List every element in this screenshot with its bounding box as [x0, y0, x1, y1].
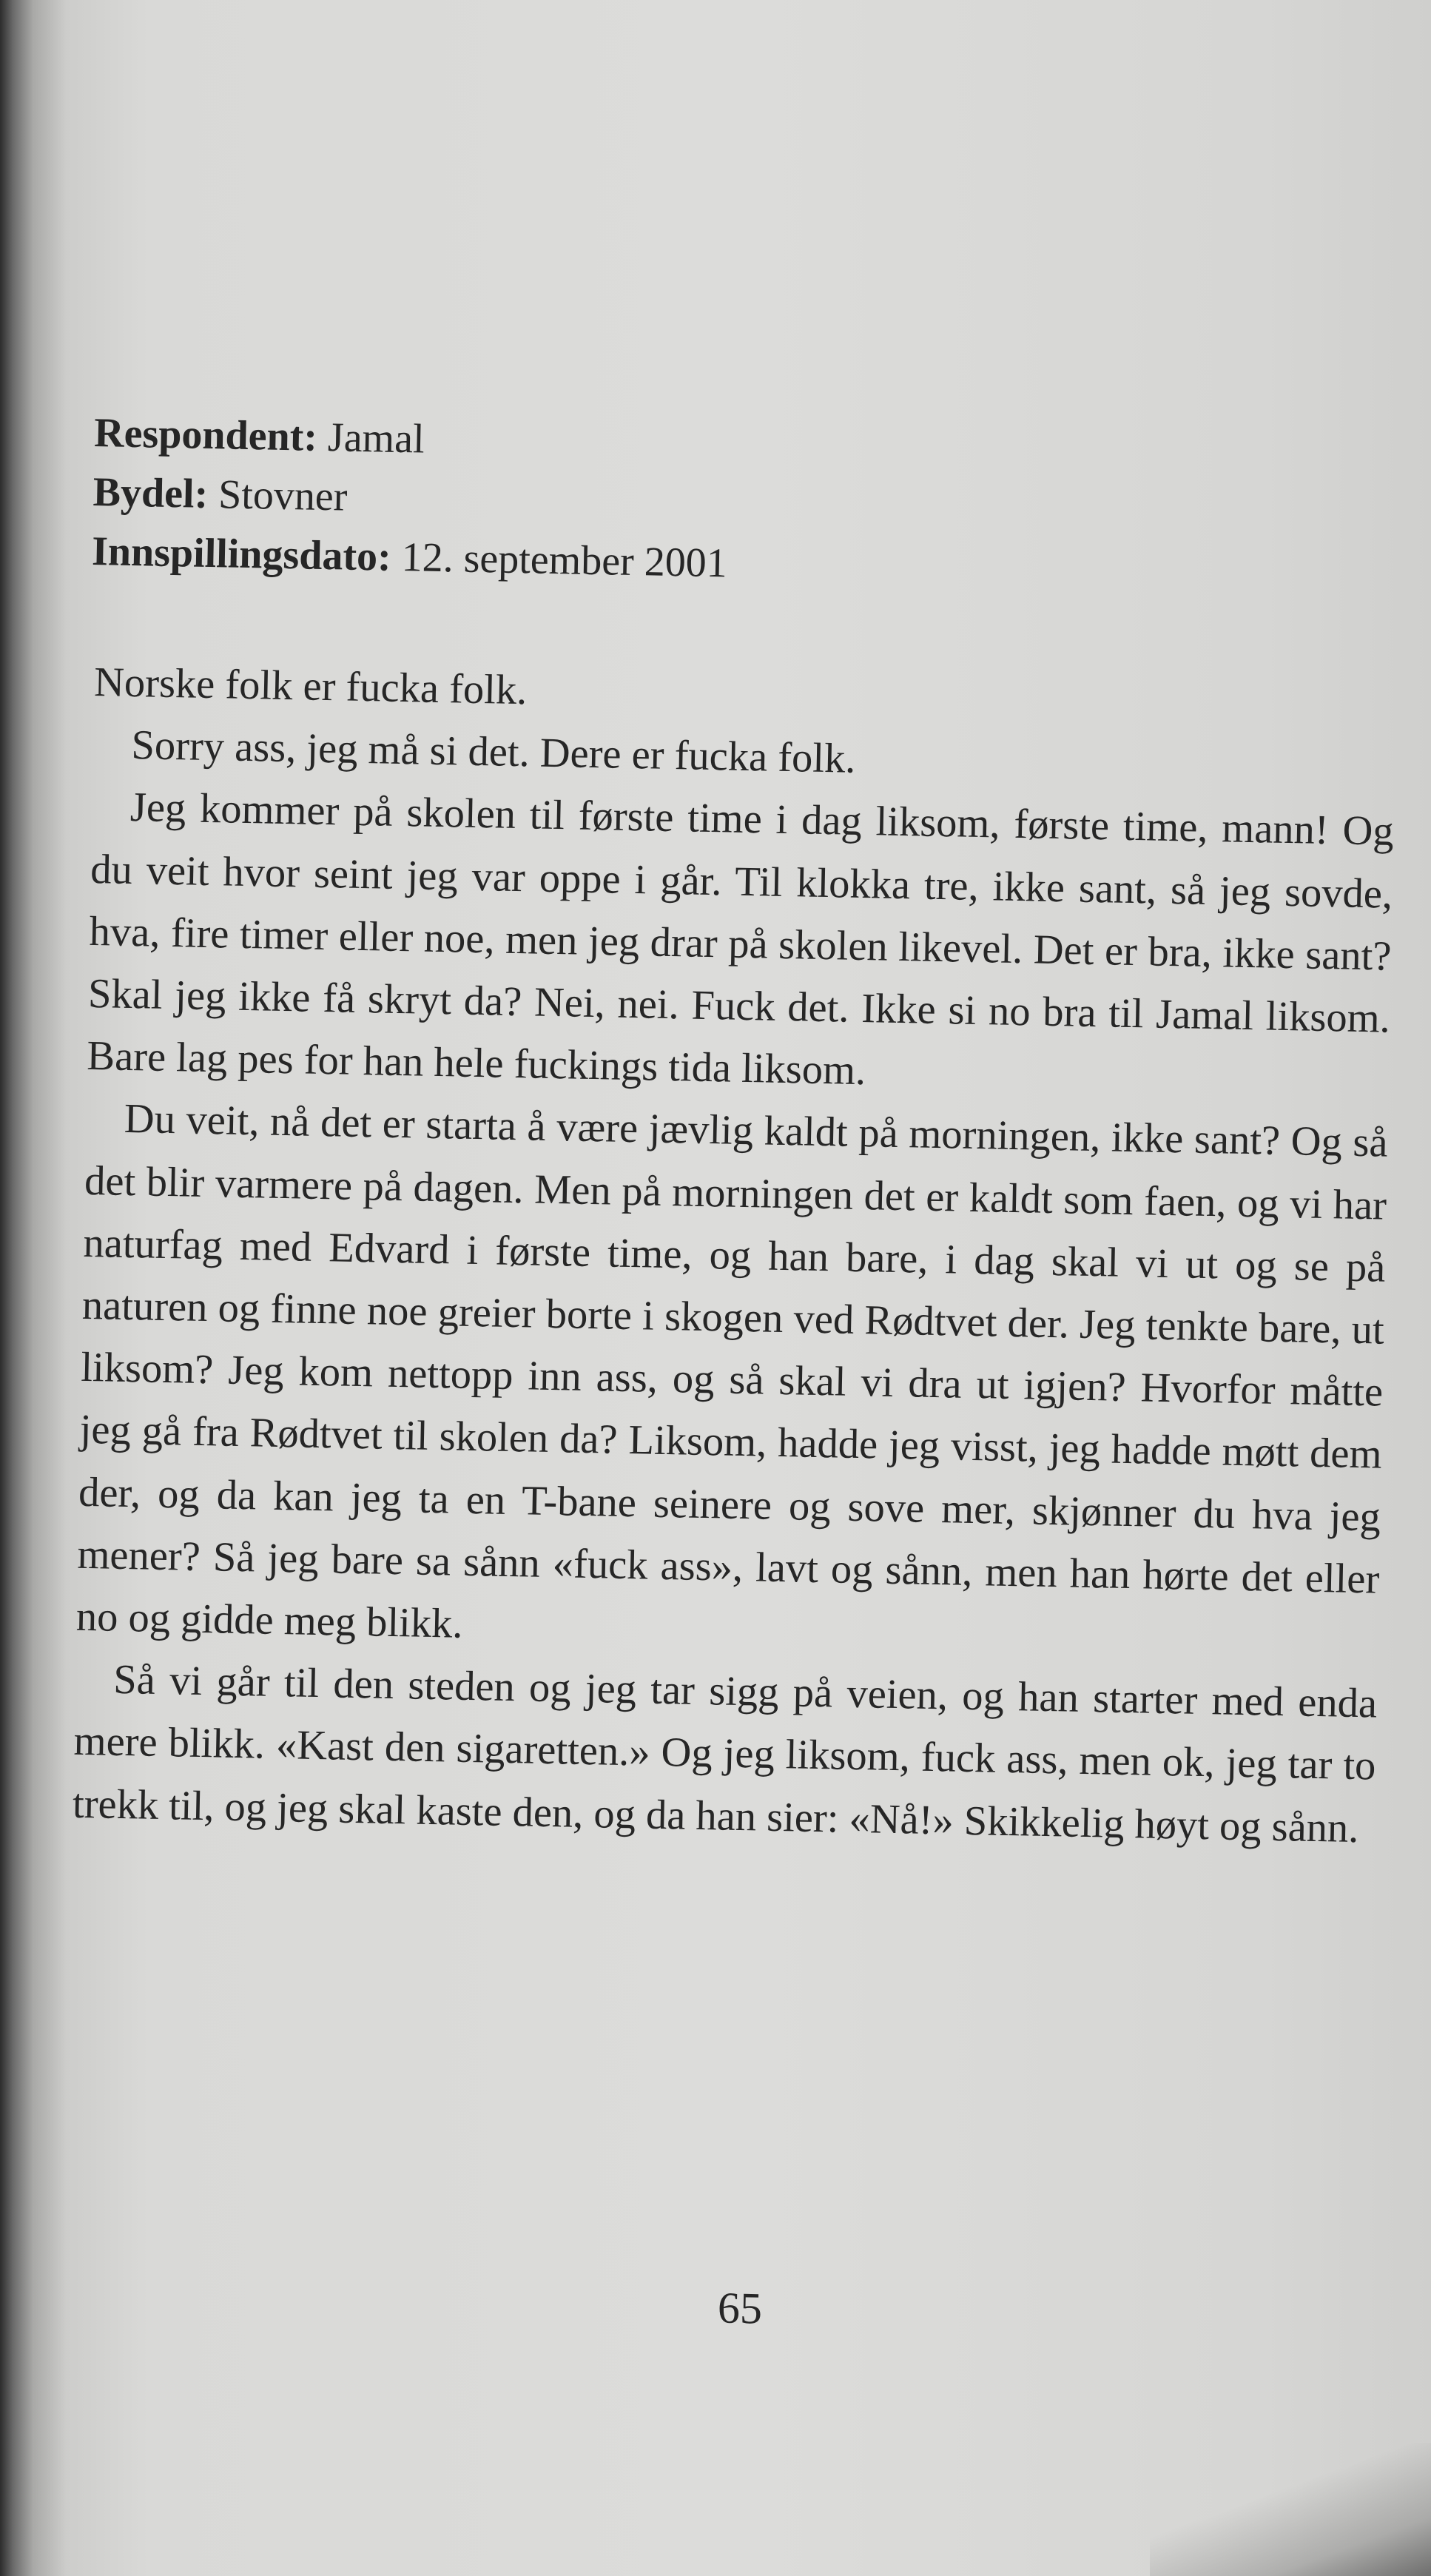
- respondent-label: Respondent:: [93, 409, 318, 460]
- bydel-label: Bydel:: [92, 468, 209, 517]
- recording-date-label: Innspillingsdato:: [91, 528, 392, 580]
- page-number: 65: [717, 2283, 763, 2333]
- bydel-value: Stovner: [218, 471, 349, 520]
- paragraph-4: Du veit, nå det er starta å være jævlig kaldt på morningen, ikke sant? Og så det blir varmere på dagen. Men på morningen det er kaldt som faen, og vi har naturfag med Edvard i første time, og han bare, i dag skal vi ut og se på naturen og finne noe greier borte i skogen ved Rødtvet der. Jeg tenkte bare, ut liksom? Jeg kom nettopp inn ass, og så skal vi dra ut igjen? Hvorfor måtte jeg gå fra Rødtvet til skolen da? Liksom, hadde jeg visst, jeg hadde møtt dem der, og da kan jeg ta en T-bane seinere og sove mer, skjønner du hva jeg mener? Så jeg bare sa sånn «fuck ass», lavt og sånn, men han hørte det eller no og gidde meg blikk.: [75, 1096, 1389, 1647]
- body-text: [72, 651, 1396, 1860]
- paragraph-5: Så vi går til den steden og jeg tar sigg på veien, og han starter med enda mere blikk. «Kast den sigaretten.» Og jeg liksom, fuck ass, men ok, jeg tar to trekk til, og jeg skal kaste den, og da han sier: «Nå!» Skikkelig høyt og sånn.: [72, 1656, 1378, 1852]
- paragraph-3: Jeg kommer på skolen til første time i dag liksom, første time, mann! Og du veit hvor seint jeg var oppe i går. Til klokka tre, ikke sant, så jeg sovde, hva, fire timer eller noe, men jeg drar på skolen likevel. Det er bra, ikke sant? Skal jeg ikke få skryt da? Nei, nei. Fuck det. Ikke si no bra til Jamal liksom. Bare lag pes for han hele fuckings tida liksom.: [86, 784, 1395, 1094]
- paragraph-1: Norske folk er fucka folk.: [93, 659, 528, 714]
- paragraph-2: Sorry ass, jeg må si det. Dere er fucka folk.: [130, 722, 856, 782]
- interview-metadata: [91, 403, 1396, 606]
- respondent-value: Jamal: [327, 414, 425, 463]
- recording-date-value: 12. september 2001: [401, 534, 728, 587]
